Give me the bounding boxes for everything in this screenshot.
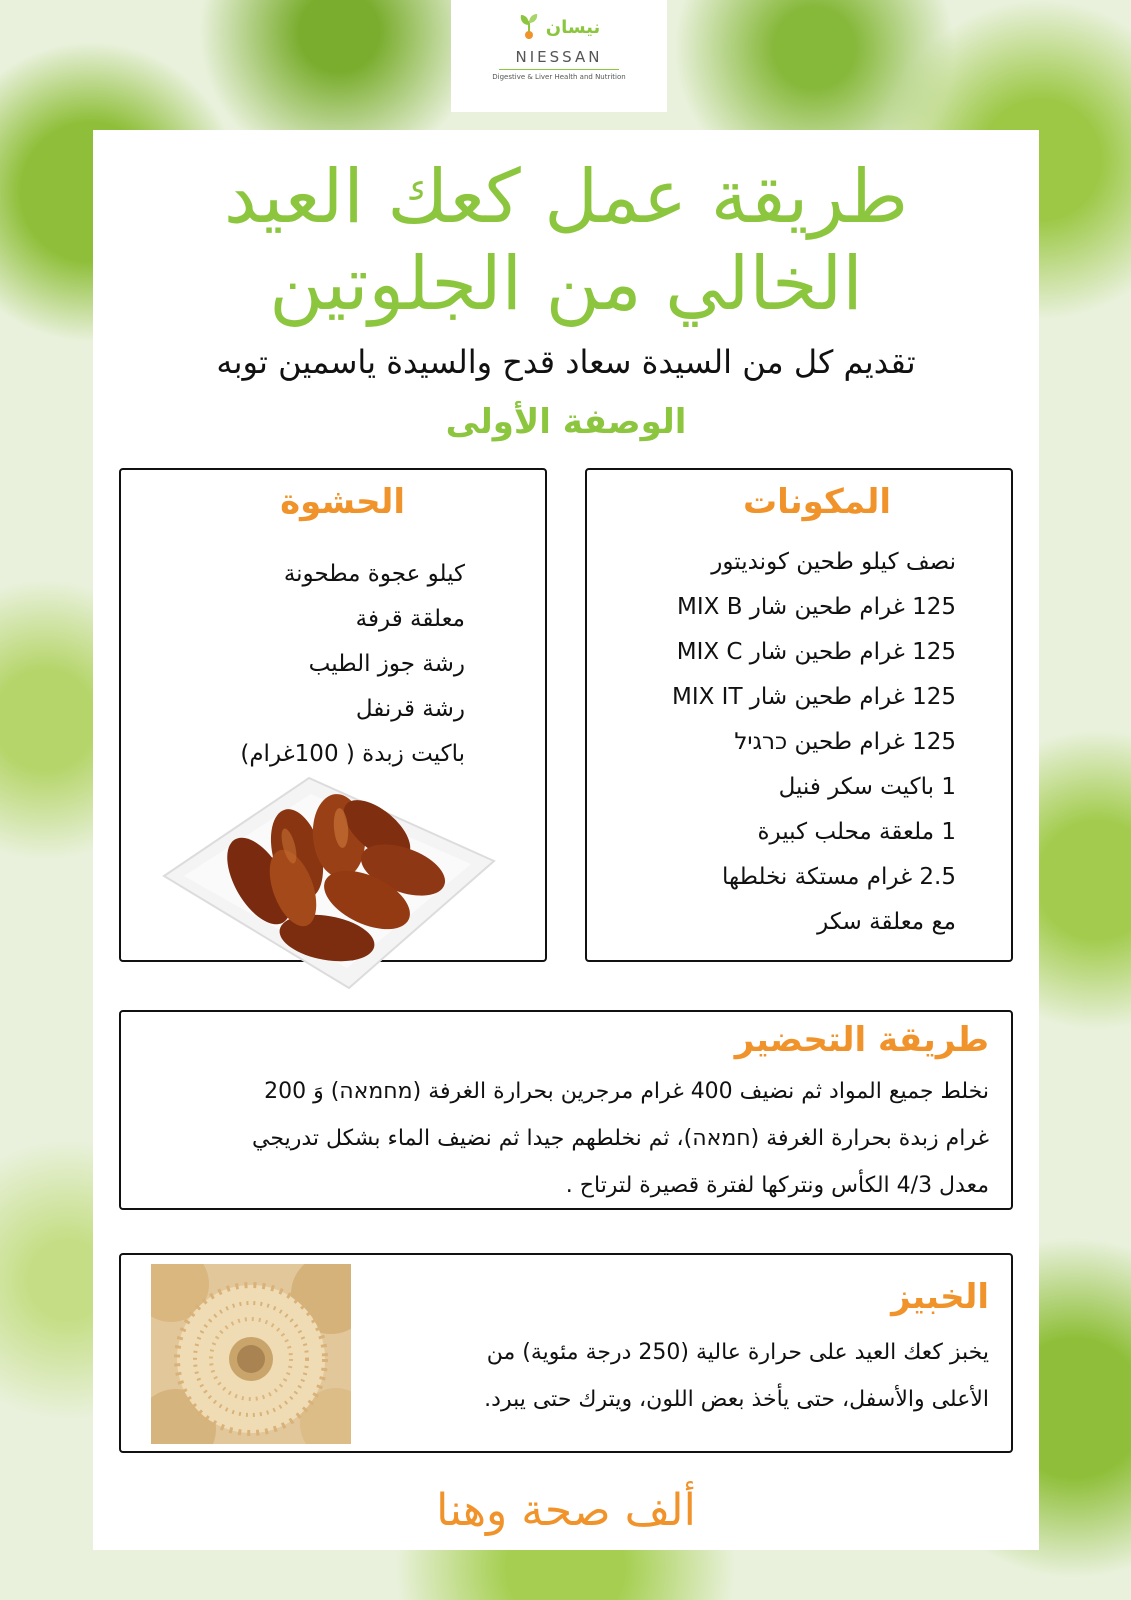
filling-list <box>240 552 465 777</box>
list-item: رشة جوز الطيب <box>308 651 465 677</box>
paragraph-line: غرام زبدة بحرارة الغرفة (חמאה)، ثم نخلطهم جيدا ثم نضيف الماء بشكل تدريجي <box>252 1126 989 1151</box>
paragraph-line: يخبز كعك العيد على حرارة عالية (250 درجة مئوية) من <box>486 1340 989 1365</box>
ingredients-heading: المكونات <box>742 482 891 522</box>
list-item: مع معلقة سكر <box>817 909 956 935</box>
preparation-box <box>119 1010 1013 1210</box>
list-item: نصف كيلو طحين كونديتور <box>711 549 956 575</box>
logo <box>451 0 667 112</box>
paragraph-line: الأعلى والأسفل، حتى يأخذ بعض اللون، ويترك حتى يبرد. <box>484 1387 989 1412</box>
footer-greeting: ألف صحة وهنا <box>436 1485 696 1536</box>
list-item: كيلو عجوة مطحونة <box>283 561 465 587</box>
logo-arabic: نيسان <box>545 16 601 38</box>
list-item: باكيت زبدة ( 100غرام) <box>240 741 465 767</box>
list-item: 1 باكيت سكر فنيل <box>778 774 956 800</box>
preparation-text <box>143 1068 989 1209</box>
list-item: معلقة قرفة <box>355 606 465 632</box>
filling-heading: الحشوة <box>280 482 405 522</box>
list-item: رشة قرنفل <box>355 696 465 722</box>
title-line-1: طريقة عمل كعك العيد <box>223 154 909 240</box>
list-item: 125 غرام طحين כרגיל <box>734 729 956 755</box>
list-item: 125 غرام طحين شار MIX C <box>676 639 956 665</box>
dates-plate-image <box>159 766 499 998</box>
title-line-2: الخالي من الجلوتين <box>269 241 863 327</box>
paragraph-line: معدل 4/3 الكأس ونتركها لفترة قصيرة لترتاح . <box>565 1173 989 1198</box>
logo-name: NIESSAN <box>515 48 603 66</box>
list-item: 125 غرام طحين شار MIX B <box>677 594 956 620</box>
recipe-sheet <box>93 130 1039 1550</box>
subtitle: تقديم كل من السيدة سعاد قدح والسيدة ياسمين توبه <box>216 343 916 381</box>
recipe-label: الوصفة الأولى <box>445 402 687 442</box>
ingredients-list <box>672 540 956 945</box>
logo-divider <box>499 69 619 70</box>
paragraph-line: نخلط جميع المواد ثم نضيف 400 غرام مرجرين بحرارة الغرفة (מחמאה) وَ 200 <box>264 1079 989 1104</box>
baking-heading: الخبيز <box>891 1277 989 1317</box>
logo-tagline: Digestive & Liver Health and Nutrition <box>492 73 626 81</box>
baking-text <box>484 1329 989 1423</box>
list-item: 2.5 غرام مستكة نخلطها <box>721 864 956 890</box>
kaak-cookie-image <box>151 1264 351 1444</box>
preparation-heading: طريقة التحضير <box>734 1020 989 1060</box>
logo-mark <box>451 12 667 42</box>
leaf-logo-icon <box>518 13 540 41</box>
list-item: 125 غرام طحين شار MIX IT <box>671 684 956 710</box>
list-item: 1 ملعقة محلب كبيرة <box>757 819 956 845</box>
ingredients-box <box>585 468 1013 962</box>
